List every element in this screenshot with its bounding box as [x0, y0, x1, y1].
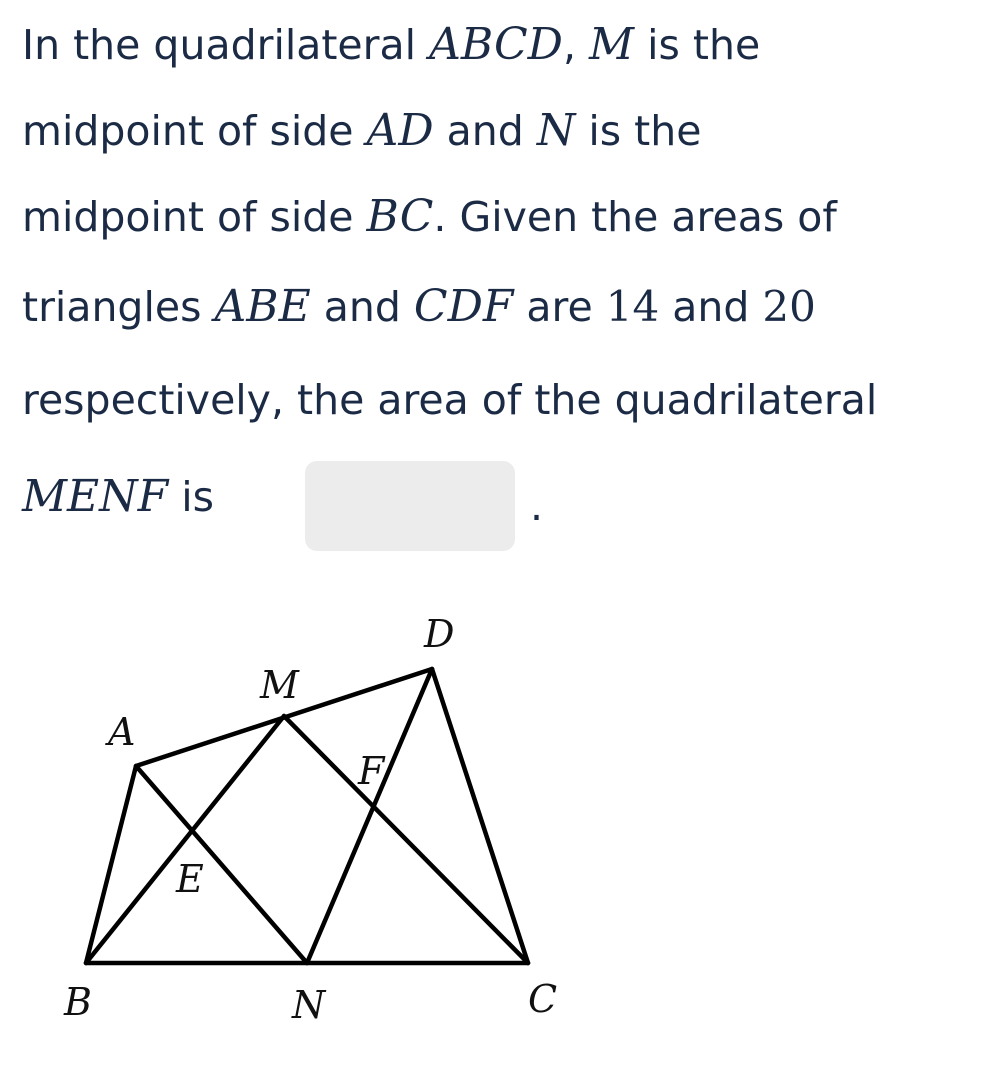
vertex-label-f: F — [358, 749, 385, 793]
text-segment: is the — [575, 107, 702, 155]
text-segment: is — [168, 473, 214, 521]
text-segment: . Given the areas of — [433, 193, 837, 241]
vertex-label-d: D — [424, 612, 455, 656]
text-segment: is the — [634, 21, 761, 69]
text-segment: respectively, the area of the quadrilateral — [22, 376, 878, 424]
math-number-20: 20 — [762, 282, 816, 331]
text-segment: midpoint of side — [22, 107, 367, 155]
math-point-n: N — [536, 105, 576, 156]
segment-nd — [307, 669, 432, 963]
text-segment: midpoint of side — [22, 193, 367, 241]
period: . — [530, 482, 544, 530]
vertex-label-a: A — [108, 710, 136, 754]
math-quadrilateral-abcd: ABCD — [429, 19, 563, 70]
text-segment: and — [433, 107, 537, 155]
side-cd — [432, 669, 528, 963]
math-side-ad: AD — [366, 105, 434, 156]
text-segment: are — [513, 283, 606, 331]
text-segment: In the quadrilateral — [22, 21, 430, 69]
text-segment: triangles — [22, 283, 215, 331]
vertex-label-c: C — [528, 977, 558, 1021]
math-triangle-cdf: CDF — [413, 281, 514, 332]
math-number-14: 14 — [605, 282, 660, 331]
math-side-bc: BC — [366, 191, 434, 242]
vertex-label-b: B — [64, 980, 92, 1024]
text-segment: and — [310, 283, 414, 331]
math-point-m: M — [589, 19, 635, 70]
vertex-label-m: M — [260, 663, 299, 707]
math-triangle-abe: ABE — [214, 281, 311, 332]
vertex-label-n: N — [292, 983, 326, 1027]
text-segment: , — [562, 21, 590, 69]
math-quadrilateral-menf: MENF — [22, 471, 169, 522]
vertex-label-e: E — [176, 857, 204, 901]
text-segment: and — [659, 283, 763, 331]
